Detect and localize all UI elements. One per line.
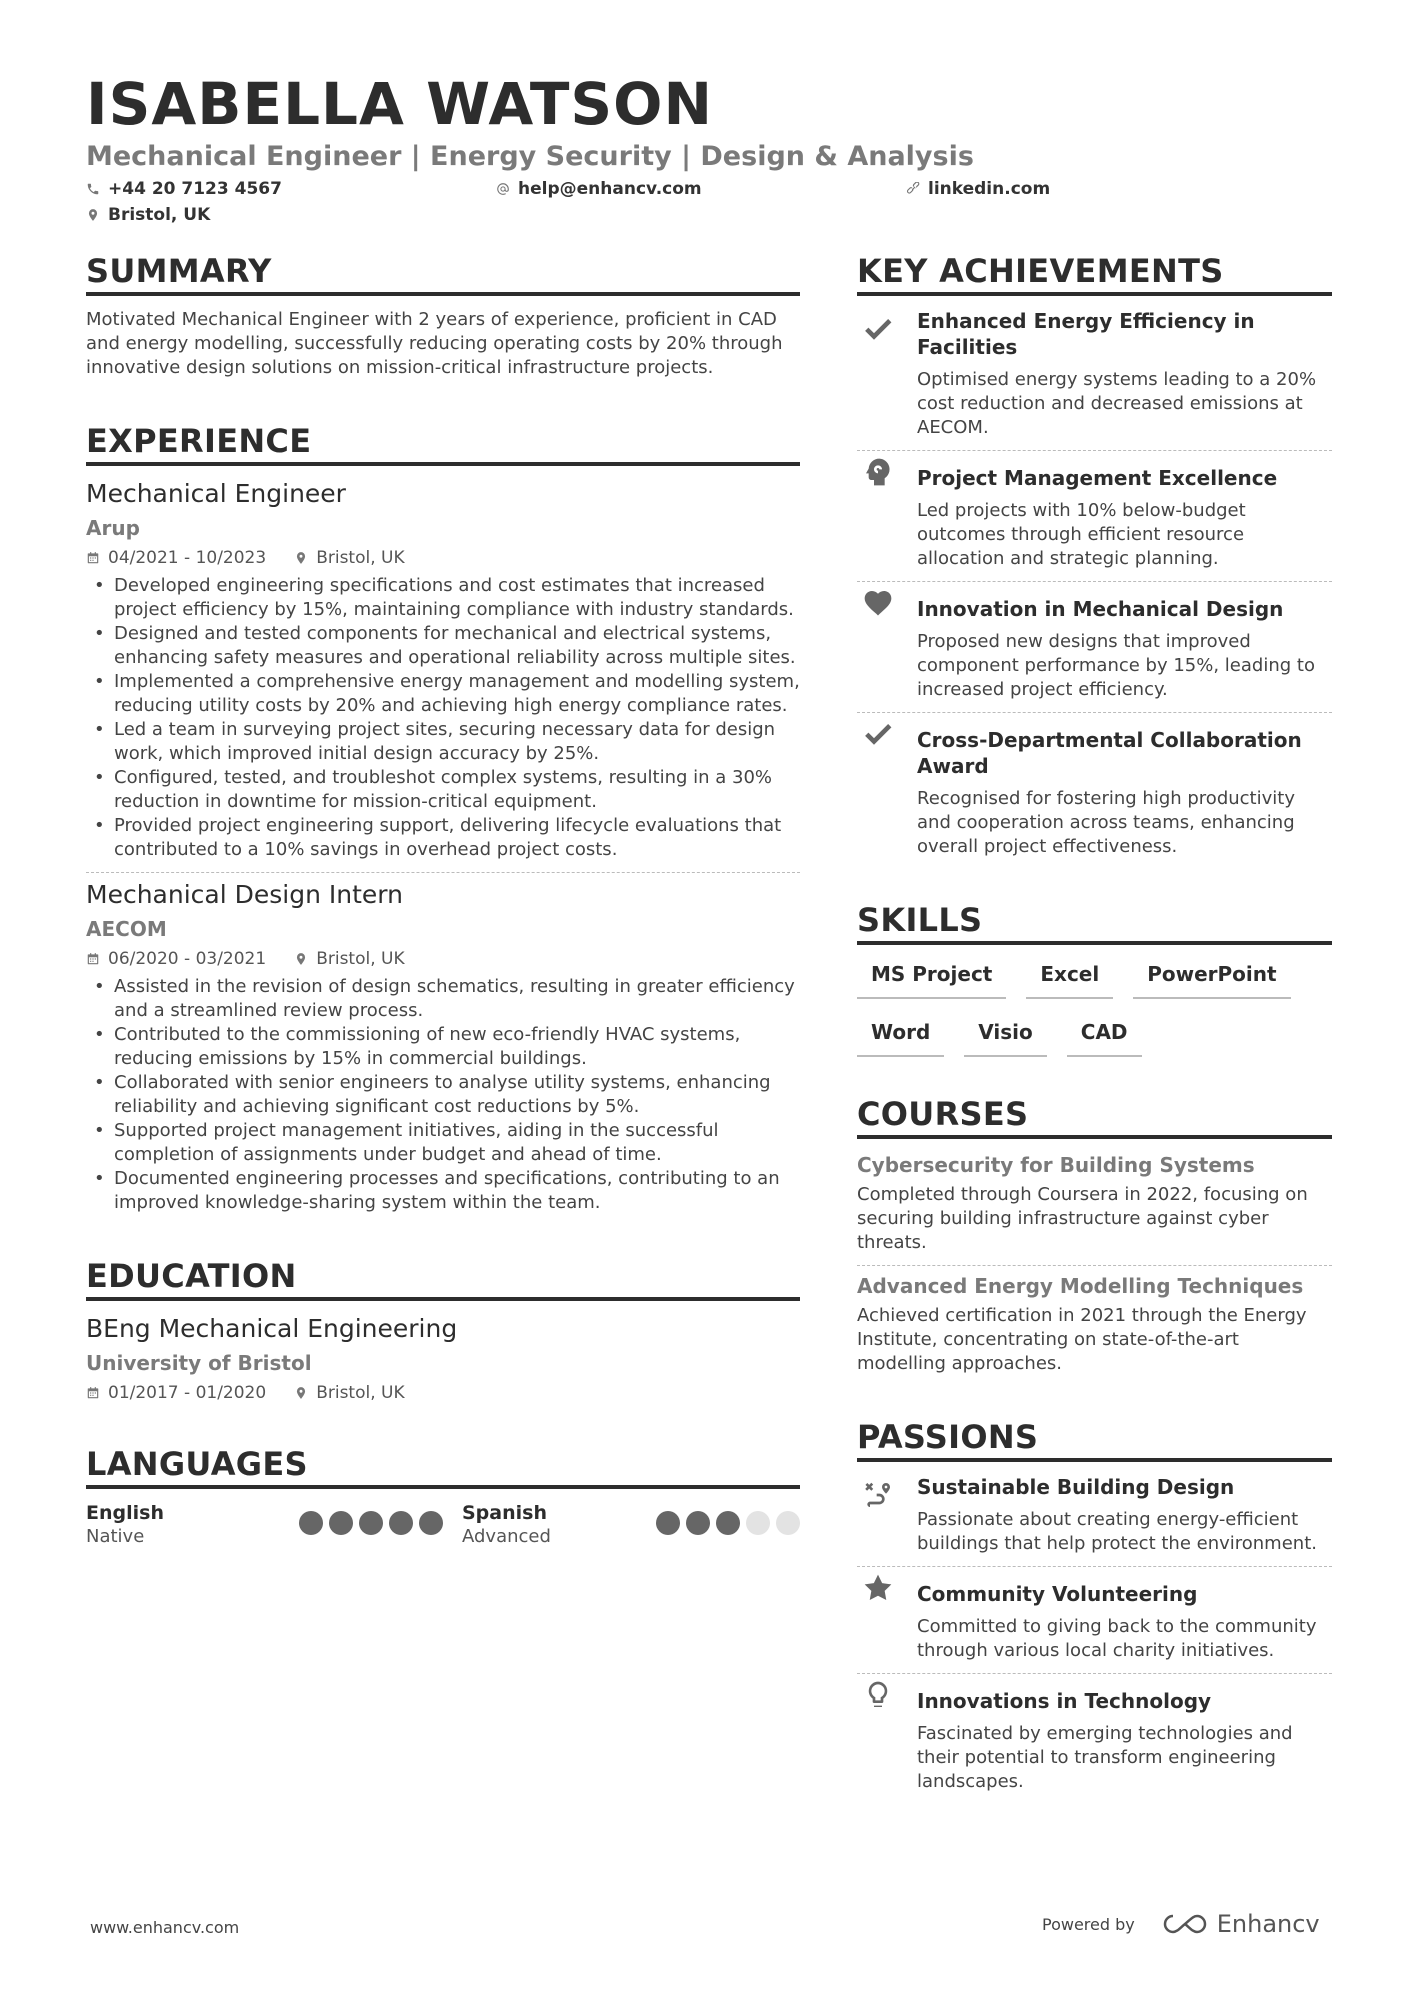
rating-dot-filled [299,1511,323,1535]
bullet-item: • Contributed to the commissioning of new eco-friendly HVAC systems, reducing emissions by 15% in commercial buildings. [86,1023,800,1071]
skills-section [857,899,1332,1057]
job-meta [86,546,800,570]
calendar-icon [86,1386,100,1400]
at-icon [496,182,510,196]
job-bullets [86,574,800,862]
divider [86,872,800,873]
job-entry [86,879,800,1215]
rating-dot-filled [716,1511,740,1535]
location-pin-icon [294,551,308,565]
achievement-desc: Recognised for fostering high productivity and cooperation across teams, enhancing overall project effectiveness. [917,788,1295,857]
achievement-desc: Proposed new designs that improved component performance by 15%, leading to increased project efficiency. [917,631,1315,700]
job-location [294,947,404,971]
passion-title: Community Volunteering [917,1582,1198,1606]
job-dates-text: 06/2020 - 03/2021 [108,949,267,969]
course-title: Cybersecurity for Building Systems [857,1153,1255,1177]
achievement-title: Project Management Excellence [917,466,1278,490]
bullet-item: • Configured, tested, and troubleshot complex systems, resulting in a 30% reduction in downtime for mission-critical equipment. [86,766,800,814]
education-location-text: Bristol, UK [316,1383,405,1403]
education-heading: EDUCATION [86,1255,800,1301]
location-text: Bristol, UK [108,205,211,225]
school-name: University of Bristol [86,1351,312,1375]
resume-header [86,70,1331,232]
contact-phone[interactable] [86,176,282,202]
achievement-item [857,712,1332,869]
head-icon [859,455,897,489]
contact-email[interactable] [496,176,702,202]
job-dates-text: 04/2021 - 10/2023 [108,548,267,568]
passion-desc: Committed to giving back to the community through various local charity initiatives. [917,1616,1317,1661]
skill-tag: MS Project [857,957,1006,999]
achievements-section [857,250,1332,869]
achievement-item [857,450,1332,581]
summary-text: Motivated Mechanical Engineer with 2 years of experience, proficient in CAD and energy modelling, successfully reducing operating costs by 20% through innovative design solutions on mission-critical infrastructure projects. [86,309,783,378]
education-section [86,1255,800,1405]
rating-dot-filled [329,1511,353,1535]
rating-dot-filled [419,1511,443,1535]
brand-name: Enhancv [1216,1910,1320,1938]
experience-heading: EXPERIENCE [86,420,800,466]
link-icon [906,182,920,196]
job-meta [86,947,800,971]
location-pin-icon [86,208,100,222]
contact-info [86,176,1331,232]
passions-heading: PASSIONS [857,1416,1332,1462]
language-name: Spanish [462,1502,547,1524]
achievement-title: Cross-Departmental Collaboration Award [917,728,1302,778]
divider [857,1265,1332,1266]
bullet-item: • Led a team in surveying project sites, securing necessary data for design work, which improved initial design accuracy by 25%. [86,718,800,766]
bullet-item: • Supported project management initiatives, aiding in the successful completion of assignments under budget and ahead of time. [86,1119,800,1167]
company-name: Arup [86,516,140,540]
course-desc: Completed through Coursera in 2022, focusing on securing building infrastructure against cyber threats. [857,1184,1308,1253]
achievement-title: Enhanced Energy Efficiency in Facilities [917,309,1255,359]
courses-heading: COURSES [857,1093,1332,1139]
skill-tag: CAD [1067,1015,1142,1057]
job-location [294,546,404,570]
company-name: AECOM [86,917,167,941]
passion-desc: Fascinated by emerging technologies and their potential to transform engineering landscapes. [917,1723,1293,1792]
job-bullets [86,975,800,1215]
left-column [86,250,800,1561]
degree-title: BEng Mechanical Engineering [86,1314,458,1343]
achievement-desc: Optimised energy systems leading to a 20% cost reduction and decreased emissions at AECOM. [917,369,1317,438]
skills-list [857,957,1332,1057]
job-dates [86,947,266,971]
infinity-logo-icon [1161,1911,1209,1937]
achievements-heading: KEY ACHIEVEMENTS [857,250,1332,296]
lightbulb-icon [859,1678,897,1712]
job-title: Mechanical Design Intern [86,880,403,909]
passions-section [857,1416,1332,1804]
passion-item [857,1474,1332,1566]
skill-tag: PowerPoint [1133,957,1290,999]
job-location-text: Bristol, UK [316,548,405,568]
rating-dot-filled [686,1511,710,1535]
education-dates [86,1381,266,1405]
achievement-desc: Led projects with 10% below-budget outcomes through efficient resource allocation and strategic planning. [917,500,1246,569]
rating-dot-empty [776,1511,800,1535]
skills-heading: SKILLS [857,899,1332,945]
bullet-item: • Assisted in the revision of design schematics, resulting in greater efficiency and a streamlined review process. [86,975,800,1023]
footer-website[interactable]: www.enhancv.com [90,1918,240,1937]
passion-title: Sustainable Building Design [917,1475,1235,1499]
job-title: Mechanical Engineer [86,479,346,508]
bullet-item: • Designed and tested components for mechanical and electrical systems, enhancing safety measures and operational reliability across multiple sites. [86,622,800,670]
location-pin-icon [294,952,308,966]
passion-item [857,1566,1332,1673]
skill-tag: Word [857,1015,944,1057]
experience-section [86,420,800,1215]
skill-tag: Visio [964,1015,1046,1057]
candidate-headline: Mechanical Engineer | Energy Security | Design & Analysis [86,141,974,172]
summary-heading: SUMMARY [86,250,800,296]
passion-title: Innovations in Technology [917,1689,1212,1713]
contact-linkedin[interactable] [906,176,1050,202]
rating-dot-filled [359,1511,383,1535]
language-rating [299,1511,443,1535]
languages-section [86,1443,800,1561]
achievement-item [857,308,1332,450]
rating-dot-empty [746,1511,770,1535]
education-meta [86,1381,800,1405]
language-item [86,1501,443,1549]
checkmark-icon [859,312,897,346]
course-desc: Achieved certification in 2021 through the Energy Institute, concentrating on state-of-the-art modelling approaches. [857,1305,1307,1374]
language-item [462,1501,800,1549]
bullet-item: • Provided project engineering support, delivering lifecycle evaluations that contributed to a 10% savings in overhead project costs. [86,814,800,862]
calendar-icon [86,952,100,966]
achievement-title: Innovation in Mechanical Design [917,597,1284,621]
courses-section [857,1093,1332,1376]
rating-dot-filled [389,1511,413,1535]
passion-item [857,1673,1332,1804]
languages-list [86,1501,800,1561]
location-pin-icon [294,1386,308,1400]
powered-by-text: Powered by [1042,1914,1135,1934]
star-icon [859,1571,897,1605]
course-title: Advanced Energy Modelling Techniques [857,1274,1304,1298]
job-location-text: Bristol, UK [316,949,405,969]
language-name: English [86,1502,164,1524]
passion-desc: Passionate about creating energy-efficient buildings that help protect the environment. [917,1509,1317,1554]
bullet-item: • Implemented a comprehensive energy management and modelling system, reducing utility costs by 20% and achieving high energy compliance rates. [86,670,800,718]
email-address: help@enhancv.com [518,179,702,199]
language-level: Native [86,1526,145,1547]
heart-icon [859,586,897,620]
education-dates-text: 01/2017 - 01/2020 [108,1383,267,1403]
linkedin-url: linkedin.com [928,179,1051,199]
summary-section [86,250,800,380]
skill-tag: Excel [1026,957,1113,999]
bullet-item: • Collaborated with senior engineers to analyse utility systems, enhancing reliability and achieving significant cost reductions by 5%. [86,1071,800,1119]
route-icon [859,1478,897,1512]
enhancv-logo[interactable] [1161,1910,1320,1938]
job-dates [86,546,266,570]
languages-heading: LANGUAGES [86,1443,800,1489]
calendar-icon [86,551,100,565]
phone-icon [86,182,100,196]
education-location [294,1381,404,1405]
candidate-name: ISABELLA WATSON [86,70,714,138]
checkmark-icon [859,717,897,751]
contact-location [86,202,210,228]
phone-number: +44 20 7123 4567 [108,179,282,199]
language-rating [656,1511,800,1535]
language-level: Advanced [462,1526,551,1547]
bullet-item: • Documented engineering processes and specifications, contributing to an improved knowledge-sharing system within the team. [86,1167,800,1215]
right-column [857,250,1332,1804]
course-item [857,1151,1332,1255]
footer-branding [1042,1910,1320,1938]
job-entry [86,478,800,862]
rating-dot-filled [656,1511,680,1535]
achievement-item [857,581,1332,712]
course-item [857,1272,1332,1376]
bullet-item: • Developed engineering specifications and cost estimates that increased project efficiency by 15%, maintaining compliance with industry standards. [86,574,800,622]
